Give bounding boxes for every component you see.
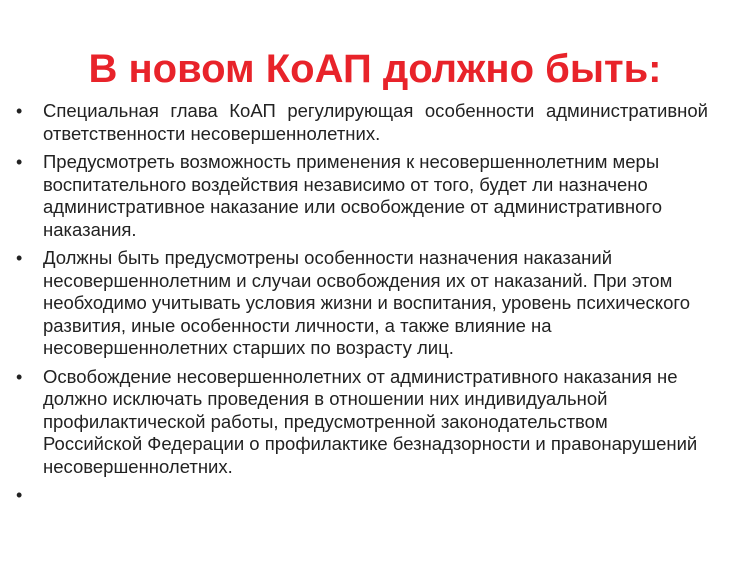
bullet-list: [16, 100, 708, 505]
bullet-text: Специальная глава КоАП регулирующая особенности административной ответственности несовершеннолетних.: [43, 100, 708, 144]
bullet-dot-icon: •: [16, 101, 23, 121]
bullet-item: [16, 151, 708, 241]
bullet-dot-icon: •: [16, 248, 23, 268]
bullet-item: [16, 366, 708, 479]
bullet-text: Предусмотреть возможность применения к несовершеннолетним меры воспитательного воздействия независимо от того, будет ли назначено административное наказание или освобождение от административного наказания.: [43, 151, 663, 240]
bullet-text: Освобождение несовершеннолетних от административного наказания не должно исключать проведения в отношении них индивидуальной профилактической работы, предусмотренной законодательством Российской Федерации о профилактике безнадзорности и правонарушений несовершеннолетних.: [43, 365, 698, 477]
bullet-dot-icon: •: [16, 485, 23, 505]
slide-title: В новом КоАП должно быть:: [88, 47, 662, 91]
bullet-item: [16, 247, 708, 360]
bullet-item: [16, 100, 708, 145]
bullet-dot-icon: •: [16, 366, 23, 387]
bullet-text: Должны быть предусмотрены особенности назначения наказаний несовершеннолетним и случаи освобождения их от наказаний. При этом необходимо учитывать условия жизни и воспитания, уровень психического развития, иные особенности личности, а также влияние на несовершеннолетних старших по возрасту лиц.: [43, 247, 691, 358]
bullet-dot-icon: •: [16, 152, 23, 172]
